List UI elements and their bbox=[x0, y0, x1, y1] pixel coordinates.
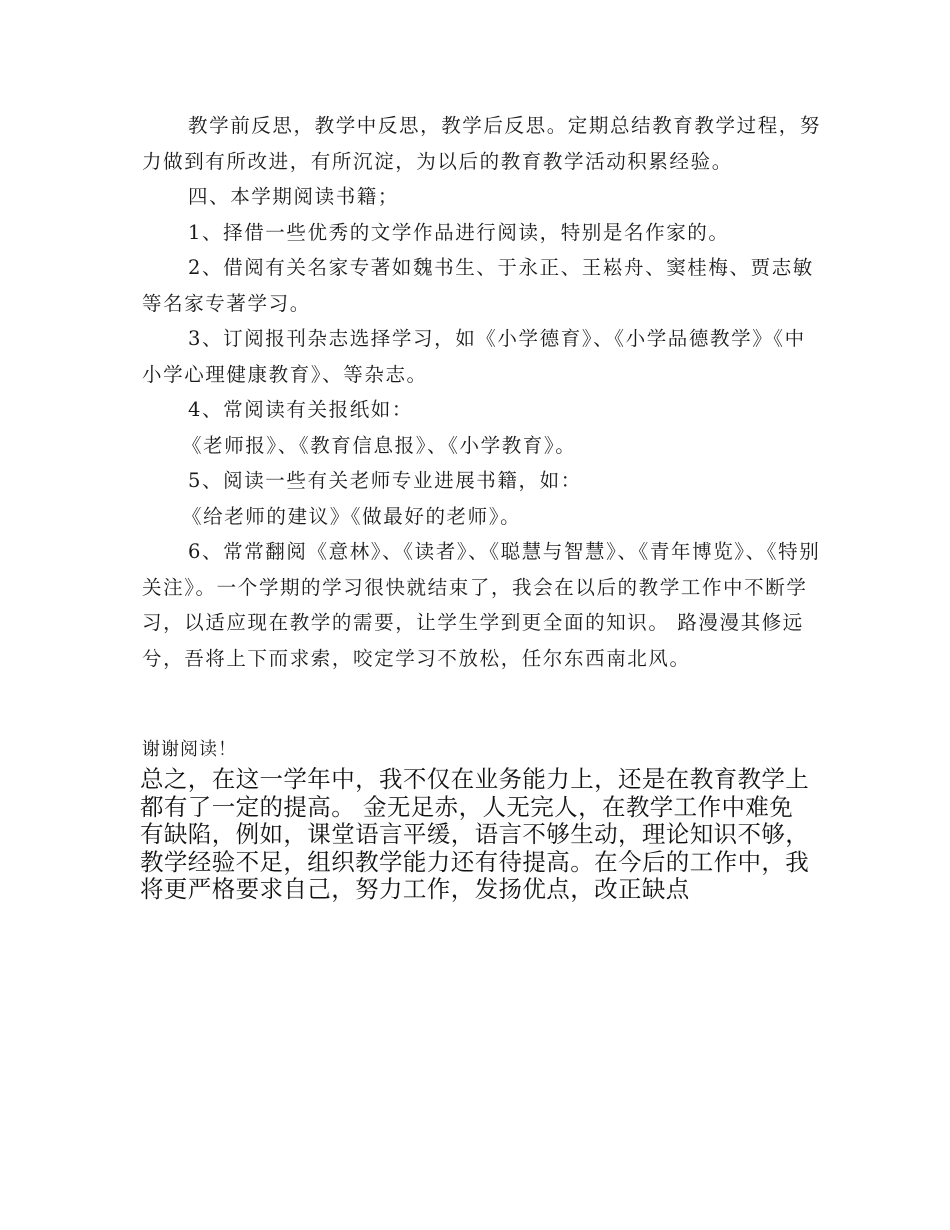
section-heading-reading: 四、本学期阅读书籍； bbox=[188, 185, 400, 208]
reading-item-5: 5、阅读一些有关老师专业进展书籍，如： bbox=[188, 469, 582, 492]
newspaper-list: 《老师报》、《教育信息报》、《小学教育》。 bbox=[182, 433, 577, 457]
book-list: 《给老师的建议》《做最好的老师》。 bbox=[182, 504, 522, 528]
summary-paragraph: 总之，在这一学年中，我不仅在业务能力上，还是在教育教学上都有了一定的提高。 金无足赤，人无完人，在教学工作中难免有缺陷，例如，课堂语言平缓，语言不够生动，理论知识不够，教学经验不足，组织教学能力还有待提高。在今后的工作中，我将更严格要求自己，努力工作，发扬优点，改正缺点 bbox=[140, 765, 810, 903]
reading-item-1: 1、择借一些优秀的文学作品进行阅读，特别是名作家的。 bbox=[188, 220, 730, 244]
paragraph-reflection: 教学前反思，教学中反思，教学后反思。定期总结教育教学过程，努力做到有所改进，有所沉淀，为以后的教育教学活动积累经验。 bbox=[142, 114, 822, 173]
reading-item-2: 2、借阅有关名家专著如魏书生、于永正、王崧舟、窦桂梅、贾志敏等名家专著学习。 bbox=[142, 256, 814, 315]
reading-item-4: 4、常阅读有关报纸如： bbox=[188, 398, 414, 421]
thanks-note: 谢谢阅读！ bbox=[142, 739, 237, 760]
document-body bbox=[142, 108, 822, 676]
reading-item-3: 3、订阅报刊杂志选择学习，如《小学德育》、《小学品德教学》《中小学心理健康教育》、等杂志。 bbox=[142, 327, 806, 386]
reading-item-6: 6、常常翻阅《意林》、《读者》、《聪慧与智慧》、《青年博览》、《特别关注》。一个学期的学习很快就结束了，我会在以后的教学工作中不断学习，以适应现在教学的需要，让学生学到更全面的知识。 路漫漫其修远兮，吾将上下而求索，咬定学习不放松，任尔东西南北风。 bbox=[142, 540, 821, 670]
